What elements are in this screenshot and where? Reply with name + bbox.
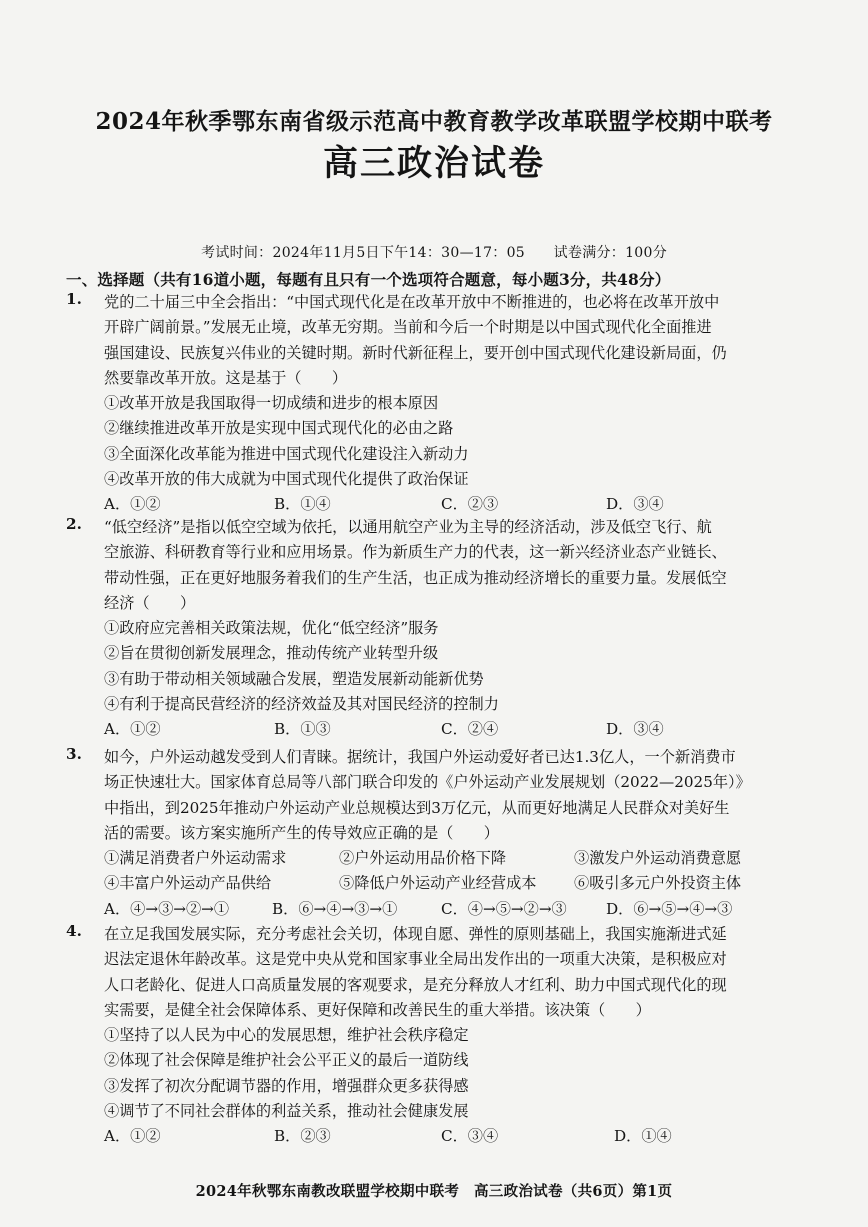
statement: ⑥吸引多元户外投资主体: [574, 874, 742, 893]
exam-subtitle: 高三政治试卷: [322, 143, 545, 184]
question-number: 3.: [66, 745, 82, 763]
page-footer: 2024年秋鄂东南教改联盟学校期中联考 高三政治试卷（共6页）第1页: [195, 1183, 673, 1200]
question-line: 经济（ ）: [104, 593, 196, 612]
question-line: 实需要，是健全社会保障体系、更好保障和改善民生的重大举措。该决策（ ）: [104, 1000, 651, 1019]
question-line: 开辟广阔前景。”发展无止境，改革无穷期。当前和今后一个时期是以中国式现代化全面推进: [104, 318, 712, 337]
option-b: B．⑥→④→③→①: [272, 899, 398, 918]
question-3: [66, 745, 816, 922]
statement: ③激发户外运动消费意愿: [574, 849, 742, 868]
option-c: C．③④: [441, 1127, 499, 1146]
option-a: A．①②: [104, 720, 161, 739]
question-number: 2.: [66, 515, 82, 533]
question-line: 人口老龄化、促进人口高质量发展的客观要求，是充分释放人才红利、助力中国式现代化的现: [104, 975, 727, 994]
question-line: 带动性强，正在更好地服务着我们的生产生活，也正成为推动经济增长的重要力量。发展低空: [104, 568, 727, 587]
question-line: 迟法定退休年龄改革。这是党中央从党和国家事业全局出发作出的一项重大决策，是积极应对: [104, 950, 727, 969]
statement: ②体现了社会保障是维护社会公平正义的最后一道防线: [104, 1051, 469, 1070]
statement: ①政府应完善相关政策法规，优化“低空经济”服务: [104, 619, 439, 638]
exam-title: 2024年秋季鄂东南省级示范高中教育教学改革联盟学校期中联考: [95, 108, 773, 135]
option-a: A．①②: [104, 495, 161, 514]
section-title: 一、选择题（共有16道小题，每题有且只有一个选项符合题意，每小题3分，共48分）: [66, 270, 671, 289]
option-b: B．②③: [274, 1127, 331, 1146]
statement: ②继续推进改革开放是实现中国式现代化的必由之路: [104, 419, 454, 438]
option-d: D．③④: [606, 495, 664, 514]
question-line: 空旅游、科研教育等行业和应用场景。作为新质生产力的代表，这一新兴经济业态产业链长、: [104, 543, 727, 562]
statement: ④改革开放的伟大成就为中国式现代化提供了政治保证: [104, 470, 469, 489]
option-c: C．②③: [441, 495, 499, 514]
statement: ①改革开放是我国取得一切成绩和进步的根本原因: [104, 394, 439, 413]
statement: ①坚持了以人民为中心的发展思想，维护社会秩序稳定: [104, 1026, 469, 1045]
question-line: 如今，户外运动越发受到人们青睐。据统计，我国户外运动爱好者已达1.3亿人，一个新消费市: [104, 748, 736, 766]
answer-options: [104, 492, 816, 517]
statement: ⑤降低户外运动产业经营成本: [339, 874, 537, 893]
question-line: 活的需要。该方案实施所产生的传导效应正确的是（ ）: [104, 823, 499, 842]
statement: ③发挥了初次分配调节器的作用，增强群众更多获得感: [104, 1076, 469, 1095]
option-a: A．①②: [104, 1127, 161, 1146]
question-4: [66, 922, 816, 1150]
question-number: 4.: [66, 922, 82, 940]
question-line: 场正快速壮大。国家体育总局等八部门联合印发的《户外运动产业发展规划（2022—2025年）》: [104, 773, 751, 792]
option-d: D．③④: [606, 720, 664, 739]
option-b: B．①③: [274, 720, 331, 739]
statement: ①满足消费者户外运动需求: [104, 849, 287, 868]
question-line: “低空经济”是指以低空空域为依托，以通用航空产业为主导的经济活动，涉及低空飞行、航: [104, 518, 712, 536]
option-d: D．①④: [614, 1127, 672, 1146]
statement: ②户外运动用品价格下降: [339, 849, 507, 868]
statement: ④调节了不同社会群体的利益关系，推动社会健康发展: [104, 1102, 469, 1121]
question-1: [66, 290, 816, 518]
question-line: 强国建设、民族复兴伟业的关键时期。新时代新征程上，要开创中国式现代化建设新局面，仍: [104, 343, 727, 362]
statement: ④丰富户外运动产品供给: [104, 874, 272, 893]
answer-options: [104, 897, 816, 922]
statement-row: [104, 871, 816, 896]
statement: ③有助于带动相关领域融合发展，塑造发展新动能新优势: [104, 669, 484, 688]
statement-row: [104, 846, 816, 871]
question-number: 1.: [66, 290, 82, 308]
exam-info: 考试时间：2024年11月5日下午14：30—17：05 试卷满分：100分: [200, 245, 668, 261]
statement: ③全面深化改革能为推进中国式现代化建设注入新动力: [104, 444, 469, 463]
statement: ②旨在贯彻创新发展理念，推动传统产业转型升级: [104, 644, 439, 663]
option-c: C．④→⑤→②→③: [441, 899, 567, 918]
question-line: 中指出，到2025年推动户外运动产业总规模达到3万亿元，从而更好地满足人民群众对美好生: [104, 798, 730, 817]
answer-options: [104, 1124, 816, 1149]
statement: ④有利于提高民营经济的经济效益及其对国民经济的控制力: [104, 695, 499, 714]
question-2: [66, 515, 816, 743]
option-d: D．⑥→⑤→④→③: [606, 899, 733, 918]
question-line: 然要靠改革开放。这是基于（ ）: [104, 368, 347, 387]
option-a: A．④→③→②→①: [104, 899, 230, 918]
answer-options: [104, 717, 816, 742]
option-b: B．①④: [274, 495, 331, 514]
question-line: 在立足我国发展实际，充分考虑社会关切，体现自愿、弹性的原则基础上，我国实施渐进式延: [104, 925, 727, 943]
option-c: C．②④: [441, 720, 499, 739]
question-line: 党的二十届三中全会指出：“中国式现代化是在改革开放中不断推进的，也必将在改革开放中: [104, 293, 720, 311]
